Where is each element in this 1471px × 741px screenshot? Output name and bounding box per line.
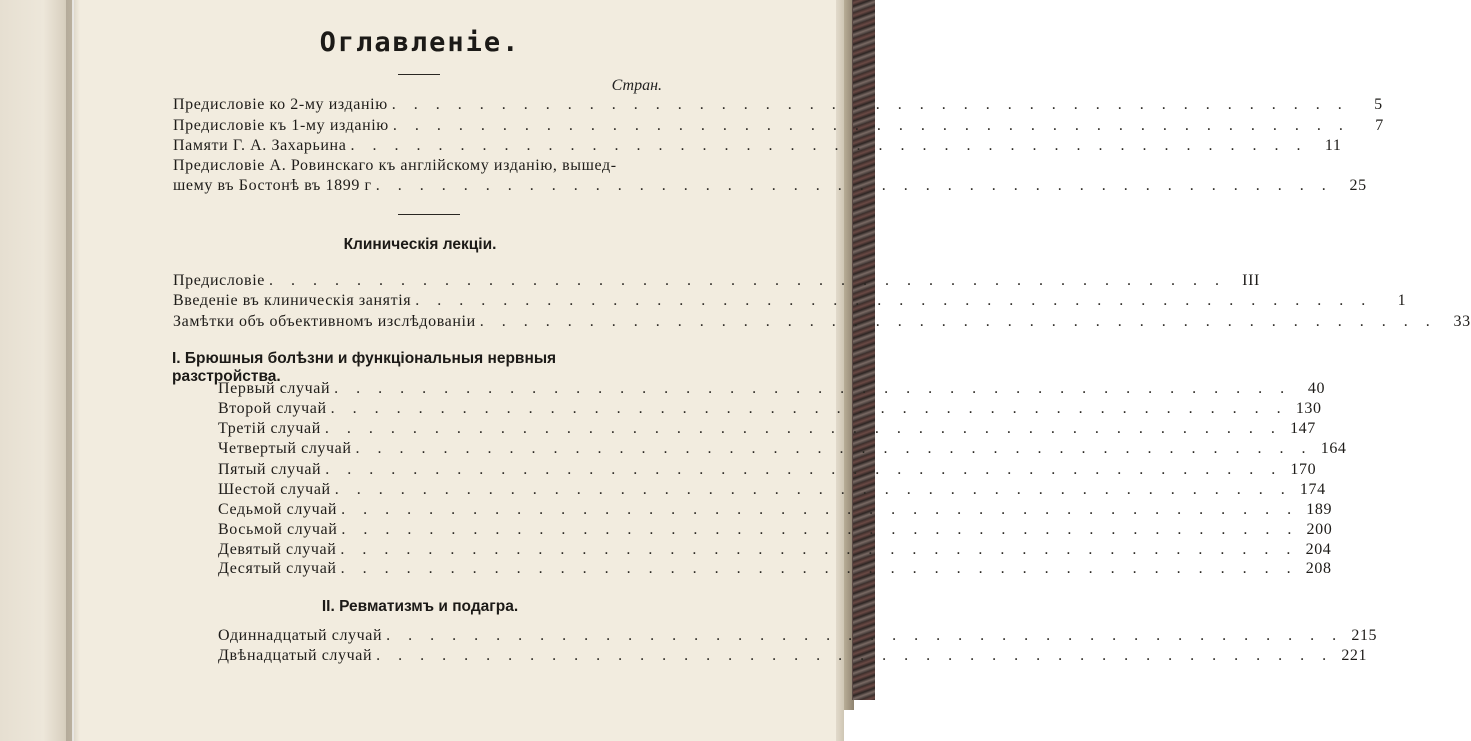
leader-dots: . . . . . . . . . . . . . . . . . . . . . . . . . . . . . . . . . . . . . . . . . . . . — [375, 177, 1333, 194]
leader-dots: . . . . . . . . . . . . . . . . . . . . . . . . . . . . . . . . . . . . . . . . . . . . — [268, 272, 1226, 289]
toc-entry — [218, 461, 1317, 481]
toc-entry-title: Третій случай — [218, 420, 321, 437]
toc-entry-title: Шестой случай — [218, 481, 331, 498]
toc-entry — [173, 117, 1384, 137]
toc-entry-title: Одиннадцатый случай — [218, 627, 383, 644]
toc-entry-page: 5 — [1374, 96, 1383, 113]
toc-entry-page: 208 — [1305, 560, 1332, 577]
toc-entry-page: 215 — [1351, 627, 1378, 644]
section-heading-1: I. Брюшныя болѣзни и функціональныя нервныя разстройства. — [172, 350, 557, 385]
toc-entry-page: 189 — [1306, 501, 1333, 518]
leader-dots: . . . . . . . . . . . . . . . . . . . . . . . . . . . . . . . . . . . . . . . . . . . . — [415, 292, 1373, 309]
toc-entry — [173, 272, 1260, 292]
toc-entry-title: Предисловіе ко 2-му изданію — [173, 96, 388, 113]
title-rule — [398, 74, 440, 75]
toc-entry-page: 40 — [1307, 380, 1326, 397]
toc-entry — [218, 481, 1326, 501]
toc-entry-page: 164 — [1320, 440, 1347, 457]
toc-entry-title: Предисловіе къ 1-му изданію — [173, 117, 389, 134]
toc-entry-title-line2: шему въ Бостонѣ въ 1899 г — [173, 177, 372, 194]
toc-entry-page: 130 — [1295, 400, 1322, 417]
toc-entry — [218, 647, 1368, 667]
toc-entry-title: Первый случай — [218, 380, 331, 397]
page-column-header: Стран. — [611, 77, 662, 94]
toc-entry-title: Памяти Г. А. Захарьина — [173, 137, 347, 154]
toc-entry-title-line1: Предисловіе А. Ровинскаго къ англійскому изданію, вышед- — [173, 157, 617, 174]
toc-entry-line2 — [173, 177, 1367, 197]
leader-dots: . . . . . . . . . . . . . . . . . . . . . . . . . . . . . . . . . . . . . . . . . . . . — [324, 420, 1282, 437]
page-title: Оглавленіе. — [319, 27, 521, 58]
leader-dots: . . . . . . . . . . . . . . . . . . . . . . . . . . . . . . . . . . . . . . . . . . . . — [350, 137, 1308, 154]
leader-dots: . . . . . . . . . . . . . . . . . . . . . . . . . . . . . . . . . . . . . . . . . . . . — [341, 521, 1299, 538]
leader-dots: . . . . . . . . . . . . . . . . . . . . . . . . . . . . . . . . . . . . . . . . . . . . — [341, 501, 1299, 518]
gutter-shadow — [66, 0, 80, 741]
toc-entry — [218, 440, 1347, 460]
toc-entry-page: 7 — [1375, 117, 1384, 134]
leader-dots: . . . . . . . . . . . . . . . . . . . . . . . . . . . . . . . . . . . . . . . . . . . . — [392, 117, 1350, 134]
toc-entry — [218, 400, 1322, 420]
toc-entry — [218, 380, 1326, 400]
toc-entry-page: 11 — [1324, 137, 1342, 154]
toc-entry-title: Предисловіе — [173, 272, 265, 289]
toc-entry — [218, 420, 1316, 440]
toc-entry-page: 204 — [1305, 541, 1332, 558]
leader-dots: . . . . . . . . . . . . . . . . . . . . . . . . . . . . . . . . . . . . . . . . . . . . — [376, 647, 1334, 664]
toc-entry-title: Десятый случай — [218, 560, 337, 577]
leader-dots: . . . . . . . . . . . . . . . . . . . . . . . . . . . . . . . . . . . . . . . . . . . . — [340, 541, 1298, 558]
toc-entry-title: Двѣнадцатый случай — [218, 647, 373, 664]
lectures-heading: Клиническія лекціи. — [343, 236, 497, 253]
toc-entry-title: Седьмой случай — [218, 501, 338, 518]
leader-dots: . . . . . . . . . . . . . . . . . . . . . . . . . . . . . . . . . . . . . . . . . . . . — [479, 313, 1437, 330]
toc-entry-page: 221 — [1341, 647, 1368, 664]
section-rule — [398, 214, 460, 215]
toc-entry — [218, 541, 1332, 561]
toc-entry — [218, 560, 1332, 580]
toc-entry-title: Введеніе въ клиническія занятія — [173, 292, 412, 309]
toc-entry — [218, 627, 1378, 647]
toc-entry-title: Второй случай — [218, 400, 327, 417]
toc-entry-page: 25 — [1349, 177, 1367, 194]
section-heading-2: II. Ревматизмъ и подагра. — [321, 598, 519, 615]
toc-entry-page: 33 — [1453, 313, 1471, 330]
toc-entry — [173, 137, 1342, 157]
toc-entry-page: 147 — [1290, 420, 1316, 437]
leader-dots: . . . . . . . . . . . . . . . . . . . . . . . . . . . . . . . . . . . . . . . . . . . . — [325, 461, 1283, 478]
leader-dots: . . . . . . . . . . . . . . . . . . . . . . . . . . . . . . . . . . . . . . . . . . . . — [355, 440, 1313, 457]
toc-entry-title: Замѣтки объ объективномъ изслѣдованіи — [173, 313, 476, 330]
toc-entry-page: 170 — [1290, 461, 1317, 478]
toc-entry-page: III — [1242, 272, 1260, 289]
toc-entry-page: 1 — [1397, 292, 1407, 309]
toc-entry-multiline — [173, 157, 1367, 197]
toc-entry-title: Пятый случай — [218, 461, 322, 478]
toc-entry-title: Восьмой случай — [218, 521, 338, 538]
leader-dots: . . . . . . . . . . . . . . . . . . . . . . . . . . . . . . . . . . . . . . . . . . . . — [386, 627, 1344, 644]
toc-entry — [218, 501, 1333, 521]
toc-entry-title: Девятый случай — [218, 541, 337, 558]
toc-entry-title: Четвертый случай — [218, 440, 352, 457]
leader-dots: . . . . . . . . . . . . . . . . . . . . . . . . . . . . . . . . . . . . . . . . . . . . — [334, 380, 1292, 397]
toc-entry — [173, 313, 1471, 333]
leader-dots: . . . . . . . . . . . . . . . . . . . . . . . . . . . . . . . . . . . . . . . . . . . . — [340, 560, 1298, 577]
leader-dots: . . . . . . . . . . . . . . . . . . . . . . . . . . . . . . . . . . . . . . . . . . . . — [391, 96, 1349, 113]
toc-entry — [173, 96, 1383, 116]
leader-dots: . . . . . . . . . . . . . . . . . . . . . . . . . . . . . . . . . . . . . . . . . . . . — [330, 400, 1288, 417]
left-page — [0, 0, 72, 741]
toc-entry — [218, 521, 1333, 541]
toc-entry — [173, 292, 1407, 312]
leader-dots: . . . . . . . . . . . . . . . . . . . . . . . . . . . . . . . . . . . . . . . . . . . . — [334, 481, 1292, 498]
toc-entry-page: 174 — [1299, 481, 1326, 498]
toc-entry-page: 200 — [1306, 521, 1333, 538]
